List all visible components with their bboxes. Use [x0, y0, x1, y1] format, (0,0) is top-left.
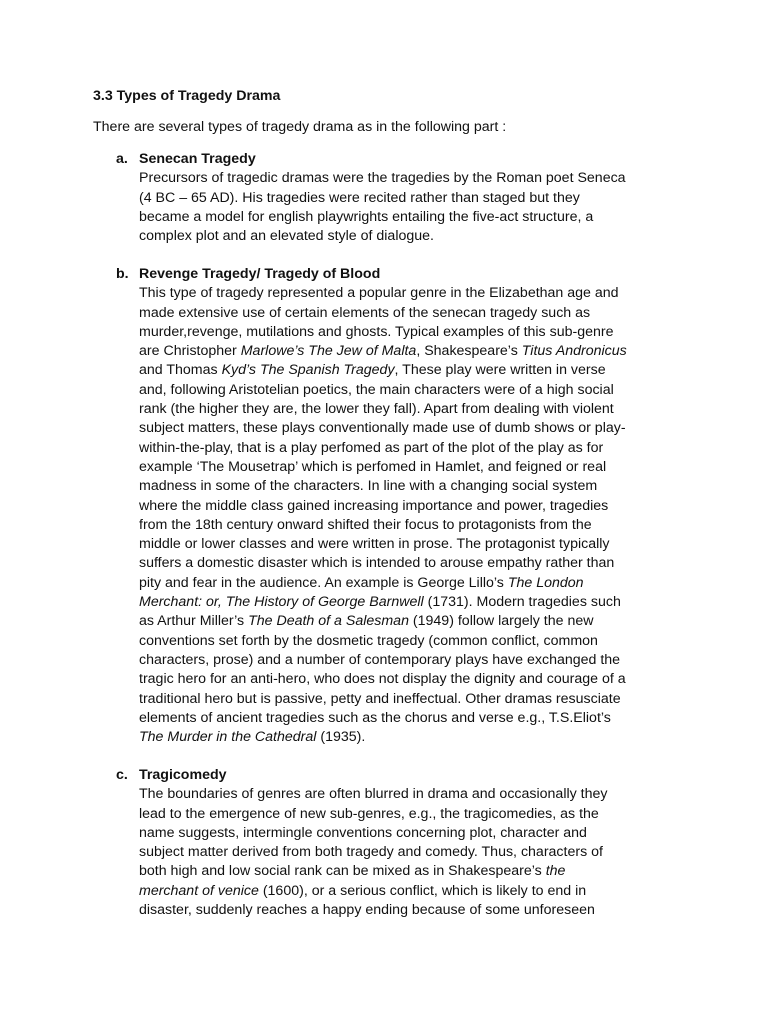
text-segment: murder,revenge, mutilations and ghosts. Typical examples of this sub-genre [139, 323, 614, 340]
text-segment: (1600), or a serious conflict, which is likely to end in [258, 882, 587, 899]
text-line [139, 709, 679, 728]
text-line [139, 342, 679, 361]
text-segment: as Arthur Miller’s [139, 613, 249, 630]
italic-title: The London [507, 574, 584, 591]
text-line [139, 843, 679, 862]
text-segment: where the middle class gained increasing importance and power, tragedies [139, 497, 609, 514]
text-segment: This type of tragedy represented a popular genre in the Elizabethan age and [139, 285, 619, 302]
italic-title: Kyd’s The Spanish Tragedy [221, 362, 395, 379]
text-segment: Precursors of tragedic dramas were the tragedies by the Roman poet Seneca [139, 170, 626, 187]
italic-title: The Death of a Salesman [248, 613, 409, 630]
text-segment: name suggests, intermingle conventions concerning plot, character and [139, 824, 587, 841]
list-marker: a. [116, 151, 128, 167]
text-line [139, 400, 679, 419]
text-segment: suffers a domestic disaster which is intended to arouse empathy rather than [139, 555, 615, 572]
text-segment: (1949) follow largely the new [408, 613, 594, 630]
text-segment: , These play were written in verse [394, 362, 606, 379]
text-line [139, 419, 679, 438]
text-line [139, 670, 679, 689]
text-segment: tragic hero for an anti-hero, who does not display the dignity and courage of a [139, 671, 626, 688]
text-segment: rank (the higher they are, the lower they fall). Apart from dealing with violent [139, 401, 614, 418]
text-line [139, 612, 679, 631]
italic-title: Merchant: or, The History of George Barnwell [139, 594, 424, 611]
item-heading: Senecan Tragedy [139, 151, 256, 167]
italic-title: the [545, 863, 566, 880]
text-line [139, 824, 679, 843]
text-segment: , Shakespeare’s [416, 343, 522, 360]
list-marker: c. [116, 767, 128, 783]
item-body [139, 284, 679, 747]
text-segment: characters, prose) and a number of contemporary plays have exchanged the [139, 651, 621, 668]
text-segment: example ‘The Mousetrap’ which is perfomed in Hamlet, and feigned or real [139, 458, 607, 475]
text-segment: subject matters, these plays conventionally made use of dumb shows or play- [139, 420, 626, 437]
item-heading: Tragicomedy [139, 767, 227, 783]
italic-title: merchant of venice [139, 882, 259, 899]
text-segment: and Thomas [139, 362, 222, 379]
text-segment: both high and low social rank can be mixed as in Shakespeare’s [139, 863, 546, 880]
text-line [139, 535, 679, 554]
text-line [139, 728, 679, 747]
text-line [139, 497, 679, 516]
text-segment: (1935). [316, 729, 366, 746]
text-segment: are Christopher [139, 343, 241, 360]
text-line [139, 227, 679, 246]
text-segment: madness in some of the characters. In line with a changing social system [139, 478, 598, 495]
text-line [139, 284, 679, 303]
text-line [139, 690, 679, 709]
text-segment: The boundaries of genres are often blurred in drama and occasionally they [139, 786, 608, 803]
text-segment: became a model for english playwrights entailing the five-act structure, a [139, 208, 594, 225]
text-line [139, 862, 679, 881]
text-line [139, 805, 679, 824]
text-line [139, 632, 679, 651]
text-line [139, 169, 679, 188]
text-segment: and, following Aristotelian poetics, the main characters were of a high social [139, 381, 614, 398]
italic-title: The Murder in the Cathedral [139, 729, 317, 746]
text-segment: (4 BC – 65 AD). His tragedies were recited rather than staged but they [139, 189, 580, 206]
text-segment: traditional hero but is passive, petty and ineffectual. Other dramas resusciate [139, 690, 621, 707]
text-segment: disaster, suddenly reaches a happy ending because of some unforeseen [139, 902, 595, 919]
text-segment: subject matter derived from both tragedy and comedy. Thus, characters of [139, 844, 603, 861]
text-line [139, 189, 679, 208]
text-segment: lead to the emergence of new sub-genres, e.g., the tragicomedies, as the [139, 805, 599, 822]
italic-title: Titus Andronicus [521, 343, 627, 360]
text-line [139, 381, 679, 400]
text-segment: pity and fear in the audience. An example is George Lillo’s [139, 574, 508, 591]
text-line [139, 516, 679, 535]
text-line [139, 361, 679, 380]
text-segment: conventions set forth by the dosmetic tragedy (common conflict, common [139, 632, 598, 649]
item-body [139, 785, 679, 920]
text-line [139, 901, 679, 920]
text-line [139, 439, 679, 458]
item-body [139, 169, 679, 246]
text-line [139, 593, 679, 612]
text-line [139, 304, 679, 323]
text-segment: made extensive use of certain elements of the senecan tragedy such as [139, 304, 591, 321]
italic-title: Marlowe’s The Jew of Malta [240, 343, 417, 360]
text-segment: middle or lower classes and were written in prose. The protagonist typically [139, 536, 610, 553]
text-line [139, 477, 679, 496]
text-line [139, 785, 679, 804]
list-marker: b. [116, 266, 129, 282]
item-heading: Revenge Tragedy/ Tragedy of Blood [139, 266, 381, 282]
text-segment: (1731). Modern tragedies such [423, 594, 621, 611]
text-line [139, 458, 679, 477]
section-intro: There are several types of tragedy drama as in the following part : [93, 119, 507, 135]
text-line [139, 882, 679, 901]
text-line [139, 574, 679, 593]
text-segment: within-the-play, that is a play perfomed as part of the plot of the play as for [139, 439, 604, 456]
text-line [139, 554, 679, 573]
text-segment: elements of ancient tragedies such as the chorus and verse e.g., T.S.Eliot’s [139, 709, 611, 726]
text-line [139, 651, 679, 670]
text-line [139, 208, 679, 227]
section-title: 3.3 Types of Tragedy Drama [93, 88, 281, 104]
text-segment: complex plot and an elevated style of dialogue. [139, 228, 434, 245]
text-line [139, 323, 679, 342]
text-segment: from the 18th century onward shifted their focus to protagonists from the [139, 516, 592, 533]
